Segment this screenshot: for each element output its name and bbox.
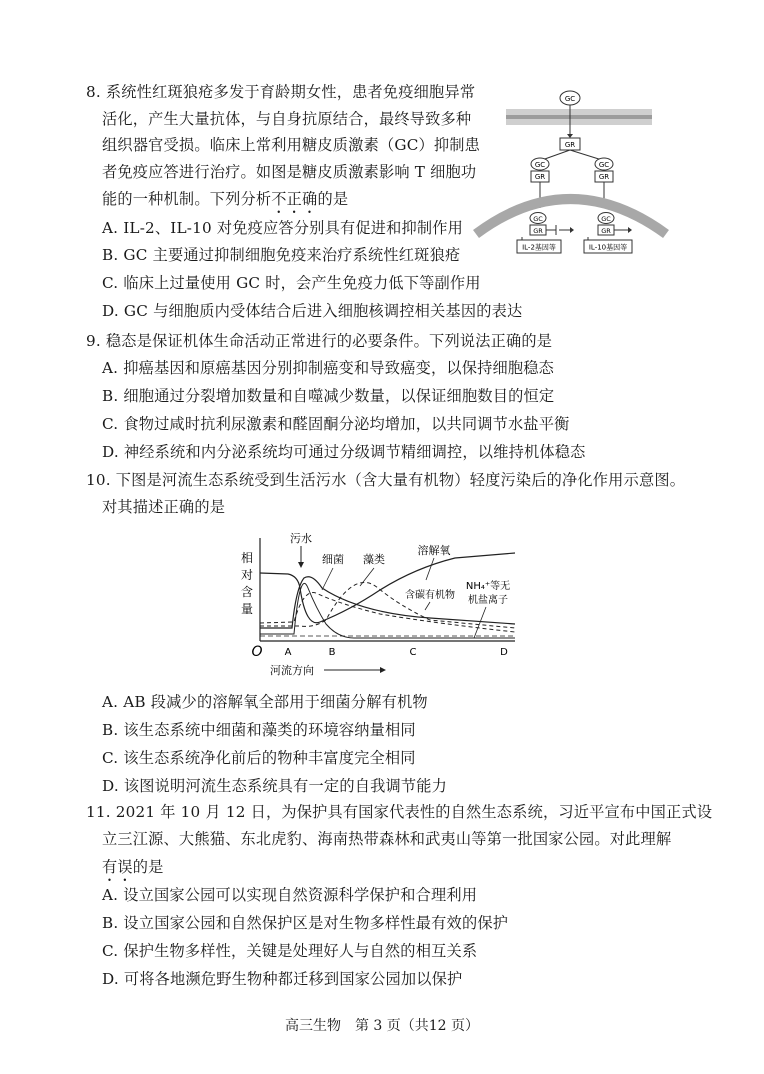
q8-stem-text: 能的一种机制。下列分析 (102, 190, 272, 208)
gc-label-top: GC (564, 95, 576, 103)
y-label-4: 量 (240, 602, 254, 616)
page-footer: 高三生物 第 3 页（共12 页） (284, 1018, 480, 1034)
x-axis-label: 河流方向 (270, 664, 314, 677)
q9-option-b: B. 细胞通过分裂增加数量和自噬减少数量，以保证细胞数目的恒定 (102, 387, 555, 405)
origin-label: O (251, 644, 263, 660)
gc-label-left: GC (534, 161, 546, 169)
y-label-3: 含 (240, 585, 254, 599)
q10-option-a: A. AB 段减少的溶解氧全部用于细菌分解有机物 (102, 693, 428, 711)
q8-stem-line-4: 者免疫应答进行治疗。如图是糖皮质激素影响 T 细胞功 (102, 163, 477, 181)
point-c-label: C (409, 647, 417, 658)
gc-label-nucleus-left: GC (533, 215, 543, 223)
q10-option-b: B. 该生态系统中细菌和藻类的环境容纳量相同 (102, 721, 416, 739)
gr-label-top: GR (564, 141, 576, 149)
q11-emphasis: 有误 (102, 858, 133, 876)
nh4-label-1: NH₄⁺等无 (465, 581, 511, 592)
y-label-1: 相 (240, 551, 254, 565)
q11-stem-line-2: 立三江源、大熊猫、东北虎豹、海南热带森林和武夷山等第一批国家公园。对此理解 (102, 830, 672, 848)
q10-option-d: D. 该图说明河流生态系统具有一定的自我调节能力 (102, 777, 448, 795)
bacteria-label: 细菌 (322, 553, 344, 566)
gr-label-nucleus-right: GR (601, 227, 611, 235)
gr-label-nucleus-left: GR (533, 227, 543, 235)
y-label-2: 对 (240, 568, 254, 582)
q8-stem-line-5 (102, 189, 348, 217)
q10-stem-line-1: 10. 下图是河流生态系统受到生活污水（含大量有机物）轻度污染后的净化作用示意图。 (86, 471, 686, 489)
q8-emphasis: 不正确 (271, 190, 318, 208)
q8-option-b: B. GC 主要通过抑制细胞免疫来治疗系统性红斑狼疮 (102, 246, 461, 264)
q11-option-c: C. 保护生物多样性，关键是处理好人与自然的相互关系 (102, 942, 478, 960)
gr-label-right: GR (598, 173, 610, 181)
sewage-label: 污水 (290, 532, 312, 545)
q8-stem-line-2: 活化，产生大量抗体，与自身抗原结合，最终导致多种 (102, 110, 472, 128)
point-d-label: D (500, 647, 508, 658)
q8-option-d: D. GC 与细胞质内受体结合后进入细胞核调控相关基因的表达 (102, 302, 523, 320)
gr-label-left: GR (534, 173, 546, 181)
q11-stem-tail: 的是 (132, 858, 164, 876)
q8-stem-tail: 的是 (317, 190, 349, 208)
q11-option-a: A. 设立国家公园可以实现自然资源科学保护和合理利用 (102, 886, 478, 904)
algae-label: 藻类 (363, 553, 385, 566)
gc-label-nucleus-right: GC (601, 215, 611, 223)
nh4-label-2: 机盐离子 (468, 595, 508, 606)
q9-option-a: A. 抑癌基因和原癌基因分别抑制癌变和导致癌变，以保持细胞稳态 (102, 359, 555, 377)
gc-mechanism-diagram (470, 84, 670, 270)
q11-option-b: B. 设立国家公园和自然保护区是对生物多样性最有效的保护 (102, 914, 509, 932)
q11-stem-line-3 (102, 857, 164, 885)
organic-label: 含碳有机物 (405, 590, 455, 601)
q8-stem-line-3: 组织器官受损。临床上常利用糖皮质激素（GC）抑制患 (102, 136, 481, 154)
q9-option-c: C. 食物过咸时抗利尿激素和醛固酮分泌均增加，以共同调节水盐平衡 (102, 415, 570, 433)
q10-stem-line-2: 对其描述正确的是 (102, 498, 226, 516)
point-a-label: A (284, 647, 292, 658)
q8-stem-line-1: 8. 系统性红斑狼疮多发于育龄期女性，患者免疫细胞异常 (86, 83, 476, 101)
q9-stem: 9. 稳态是保证机体生命活动正常进行的必要条件。下列说法正确的是 (86, 332, 553, 350)
q10-option-c: C. 该生态系统净化前后的物种丰富度完全相同 (102, 749, 416, 767)
oxygen-label: 溶解氧 (417, 544, 451, 557)
gc-label-right: GC (598, 161, 610, 169)
q11-option-d: D. 可将各地濒危野生物种都迁移到国家公园加以保护 (102, 970, 463, 988)
q11-stem-line-1: 11. 2021 年 10 月 12 日，为保护具有国家代表性的自然生态系统，习近平宣布中国正式设 (86, 803, 713, 821)
q9-option-d: D. 神经系统和内分泌系统均可通过分级调节精细调控，以维持机体稳态 (102, 443, 586, 461)
il2-gene-label: IL-2基因等 (522, 243, 556, 252)
river-purification-chart (230, 528, 525, 683)
cell-membrane-inner (506, 115, 652, 119)
il10-gene-label: IL-10基因等 (588, 243, 628, 252)
q8-option-a: A. IL-2、IL-10 对免疫应答分别具有促进和抑制作用 (102, 219, 464, 237)
q8-option-c: C. 临床上过量使用 GC 时，会产生免疫力低下等副作用 (102, 274, 481, 292)
point-b-label: B (328, 647, 336, 658)
